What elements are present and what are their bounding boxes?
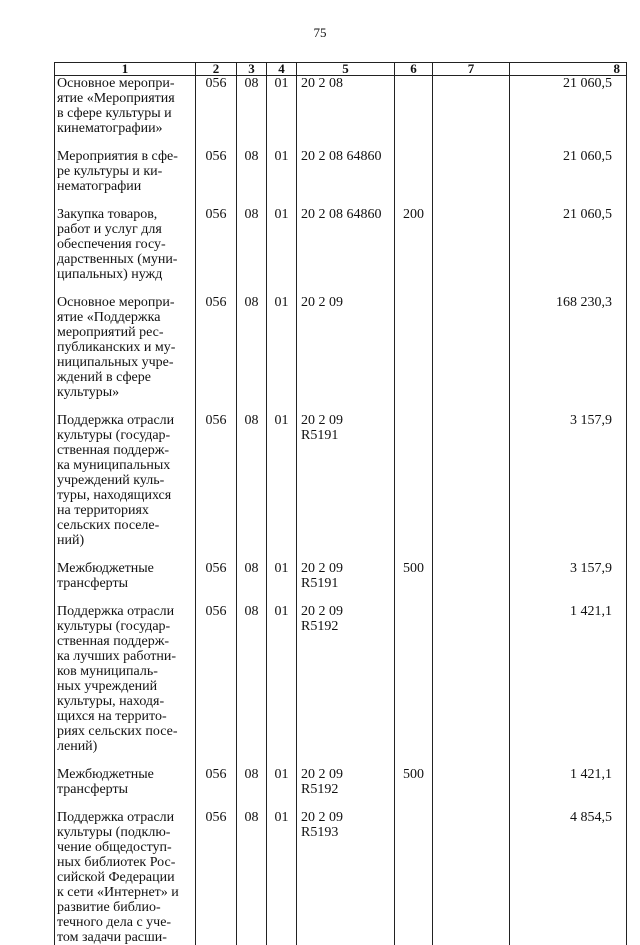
section-code-cell: 08 bbox=[237, 207, 267, 295]
ministry-code-cell: 056 bbox=[196, 295, 237, 413]
column-header: 2 bbox=[196, 63, 237, 76]
table-row bbox=[55, 604, 627, 767]
table-row bbox=[55, 767, 627, 810]
target-article-cell: 20 2 09 R5192 bbox=[297, 604, 395, 767]
section-code-cell: 08 bbox=[237, 810, 267, 945]
ministry-code-cell: 056 bbox=[196, 810, 237, 945]
amount-cell: 168 230,3 bbox=[510, 295, 627, 413]
table-row bbox=[55, 561, 627, 604]
expense-name-cell: Поддержка отрасли культуры (государ- ственная поддерж- ка лучших работни- ков муниципаль- ных учреждений культуры, находя- щихся на террито- риях сельских посе- лений) bbox=[55, 604, 196, 767]
expense-name-cell: Межбюджетные трансферты bbox=[55, 561, 196, 604]
expense-type-cell: 500 bbox=[395, 767, 433, 810]
column-header: 8 bbox=[510, 63, 627, 76]
expense-name-cell: Мероприятия в сфе- ре культуры и ки- нематографии bbox=[55, 149, 196, 207]
expense-name-cell: Основное меропри- ятие «Поддержка мероприятий рес- публиканских и му- ниципальных учре- ждений в сфере культуры» bbox=[55, 295, 196, 413]
expense-name-cell: Межбюджетные трансферты bbox=[55, 767, 196, 810]
ministry-code-cell: 056 bbox=[196, 207, 237, 295]
target-article-cell: 20 2 09 R5193 bbox=[297, 810, 395, 945]
column-7-cell bbox=[433, 207, 510, 295]
target-article-cell: 20 2 09 R5191 bbox=[297, 561, 395, 604]
subsection-code-cell: 01 bbox=[267, 149, 297, 207]
target-article-cell: 20 2 09 R5192 bbox=[297, 767, 395, 810]
table-row bbox=[55, 76, 627, 150]
table-row bbox=[55, 810, 627, 945]
table-row bbox=[55, 149, 627, 207]
amount-cell: 3 157,9 bbox=[510, 561, 627, 604]
ministry-code-cell: 056 bbox=[196, 149, 237, 207]
subsection-code-cell: 01 bbox=[267, 295, 297, 413]
amount-cell: 21 060,5 bbox=[510, 207, 627, 295]
budget-table bbox=[54, 62, 627, 945]
column-7-cell bbox=[433, 810, 510, 945]
amount-cell: 3 157,9 bbox=[510, 413, 627, 561]
target-article-cell: 20 2 08 64860 bbox=[297, 207, 395, 295]
table-row bbox=[55, 295, 627, 413]
column-7-cell bbox=[433, 561, 510, 604]
table-body bbox=[55, 76, 627, 945]
table-row bbox=[55, 207, 627, 295]
ministry-code-cell: 056 bbox=[196, 604, 237, 767]
amount-cell: 1 421,1 bbox=[510, 767, 627, 810]
expense-type-cell bbox=[395, 413, 433, 561]
amount-cell: 1 421,1 bbox=[510, 604, 627, 767]
ministry-code-cell: 056 bbox=[196, 561, 237, 604]
target-article-cell: 20 2 09 bbox=[297, 295, 395, 413]
section-code-cell: 08 bbox=[237, 76, 267, 150]
column-header: 4 bbox=[267, 63, 297, 76]
section-code-cell: 08 bbox=[237, 295, 267, 413]
section-code-cell: 08 bbox=[237, 604, 267, 767]
amount-cell: 21 060,5 bbox=[510, 76, 627, 150]
amount-cell: 4 854,5 bbox=[510, 810, 627, 945]
expense-type-cell: 200 bbox=[395, 207, 433, 295]
ministry-code-cell: 056 bbox=[196, 413, 237, 561]
target-article-cell: 20 2 08 64860 bbox=[297, 149, 395, 207]
subsection-code-cell: 01 bbox=[267, 604, 297, 767]
subsection-code-cell: 01 bbox=[267, 767, 297, 810]
section-code-cell: 08 bbox=[237, 149, 267, 207]
column-7-cell bbox=[433, 767, 510, 810]
column-header: 6 bbox=[395, 63, 433, 76]
column-header: 3 bbox=[237, 63, 267, 76]
column-header: 7 bbox=[433, 63, 510, 76]
amount-cell: 21 060,5 bbox=[510, 149, 627, 207]
subsection-code-cell: 01 bbox=[267, 810, 297, 945]
expense-type-cell: 500 bbox=[395, 561, 433, 604]
column-header: 1 bbox=[55, 63, 196, 76]
expense-type-cell bbox=[395, 76, 433, 150]
target-article-cell: 20 2 08 bbox=[297, 76, 395, 150]
page-number: 75 bbox=[0, 25, 640, 41]
subsection-code-cell: 01 bbox=[267, 76, 297, 150]
section-code-cell: 08 bbox=[237, 767, 267, 810]
column-7-cell bbox=[433, 76, 510, 150]
expense-type-cell bbox=[395, 604, 433, 767]
expense-name-cell: Поддержка отрасли культуры (государ- ственная поддерж- ка муниципальных учреждений куль- туры, находящихся на территориях сельских поселе- ний) bbox=[55, 413, 196, 561]
column-7-cell bbox=[433, 149, 510, 207]
subsection-code-cell: 01 bbox=[267, 413, 297, 561]
expense-name-cell: Основное меропри- ятие «Мероприятия в сфере культуры и кинематографии» bbox=[55, 76, 196, 150]
subsection-code-cell: 01 bbox=[267, 561, 297, 604]
section-code-cell: 08 bbox=[237, 561, 267, 604]
column-7-cell bbox=[433, 413, 510, 561]
section-code-cell: 08 bbox=[237, 413, 267, 561]
expense-type-cell bbox=[395, 295, 433, 413]
target-article-cell: 20 2 09 R5191 bbox=[297, 413, 395, 561]
column-7-cell bbox=[433, 604, 510, 767]
column-7-cell bbox=[433, 295, 510, 413]
expense-type-cell bbox=[395, 149, 433, 207]
expense-name-cell: Закупка товаров, работ и услуг для обеспечения госу- дарственных (муни- ципальных) нужд bbox=[55, 207, 196, 295]
subsection-code-cell: 01 bbox=[267, 207, 297, 295]
column-header: 5 bbox=[297, 63, 395, 76]
expense-name-cell: Поддержка отрасли культуры (подклю- чение общедоступ- ных библиотек Рос- сийской Федерации к сети «Интернет» и развитие библио- течного дела с уче- том задачи расши- bbox=[55, 810, 196, 945]
ministry-code-cell: 056 bbox=[196, 76, 237, 150]
ministry-code-cell: 056 bbox=[196, 767, 237, 810]
table-row bbox=[55, 413, 627, 561]
table-header-row bbox=[55, 63, 627, 76]
expense-type-cell bbox=[395, 810, 433, 945]
